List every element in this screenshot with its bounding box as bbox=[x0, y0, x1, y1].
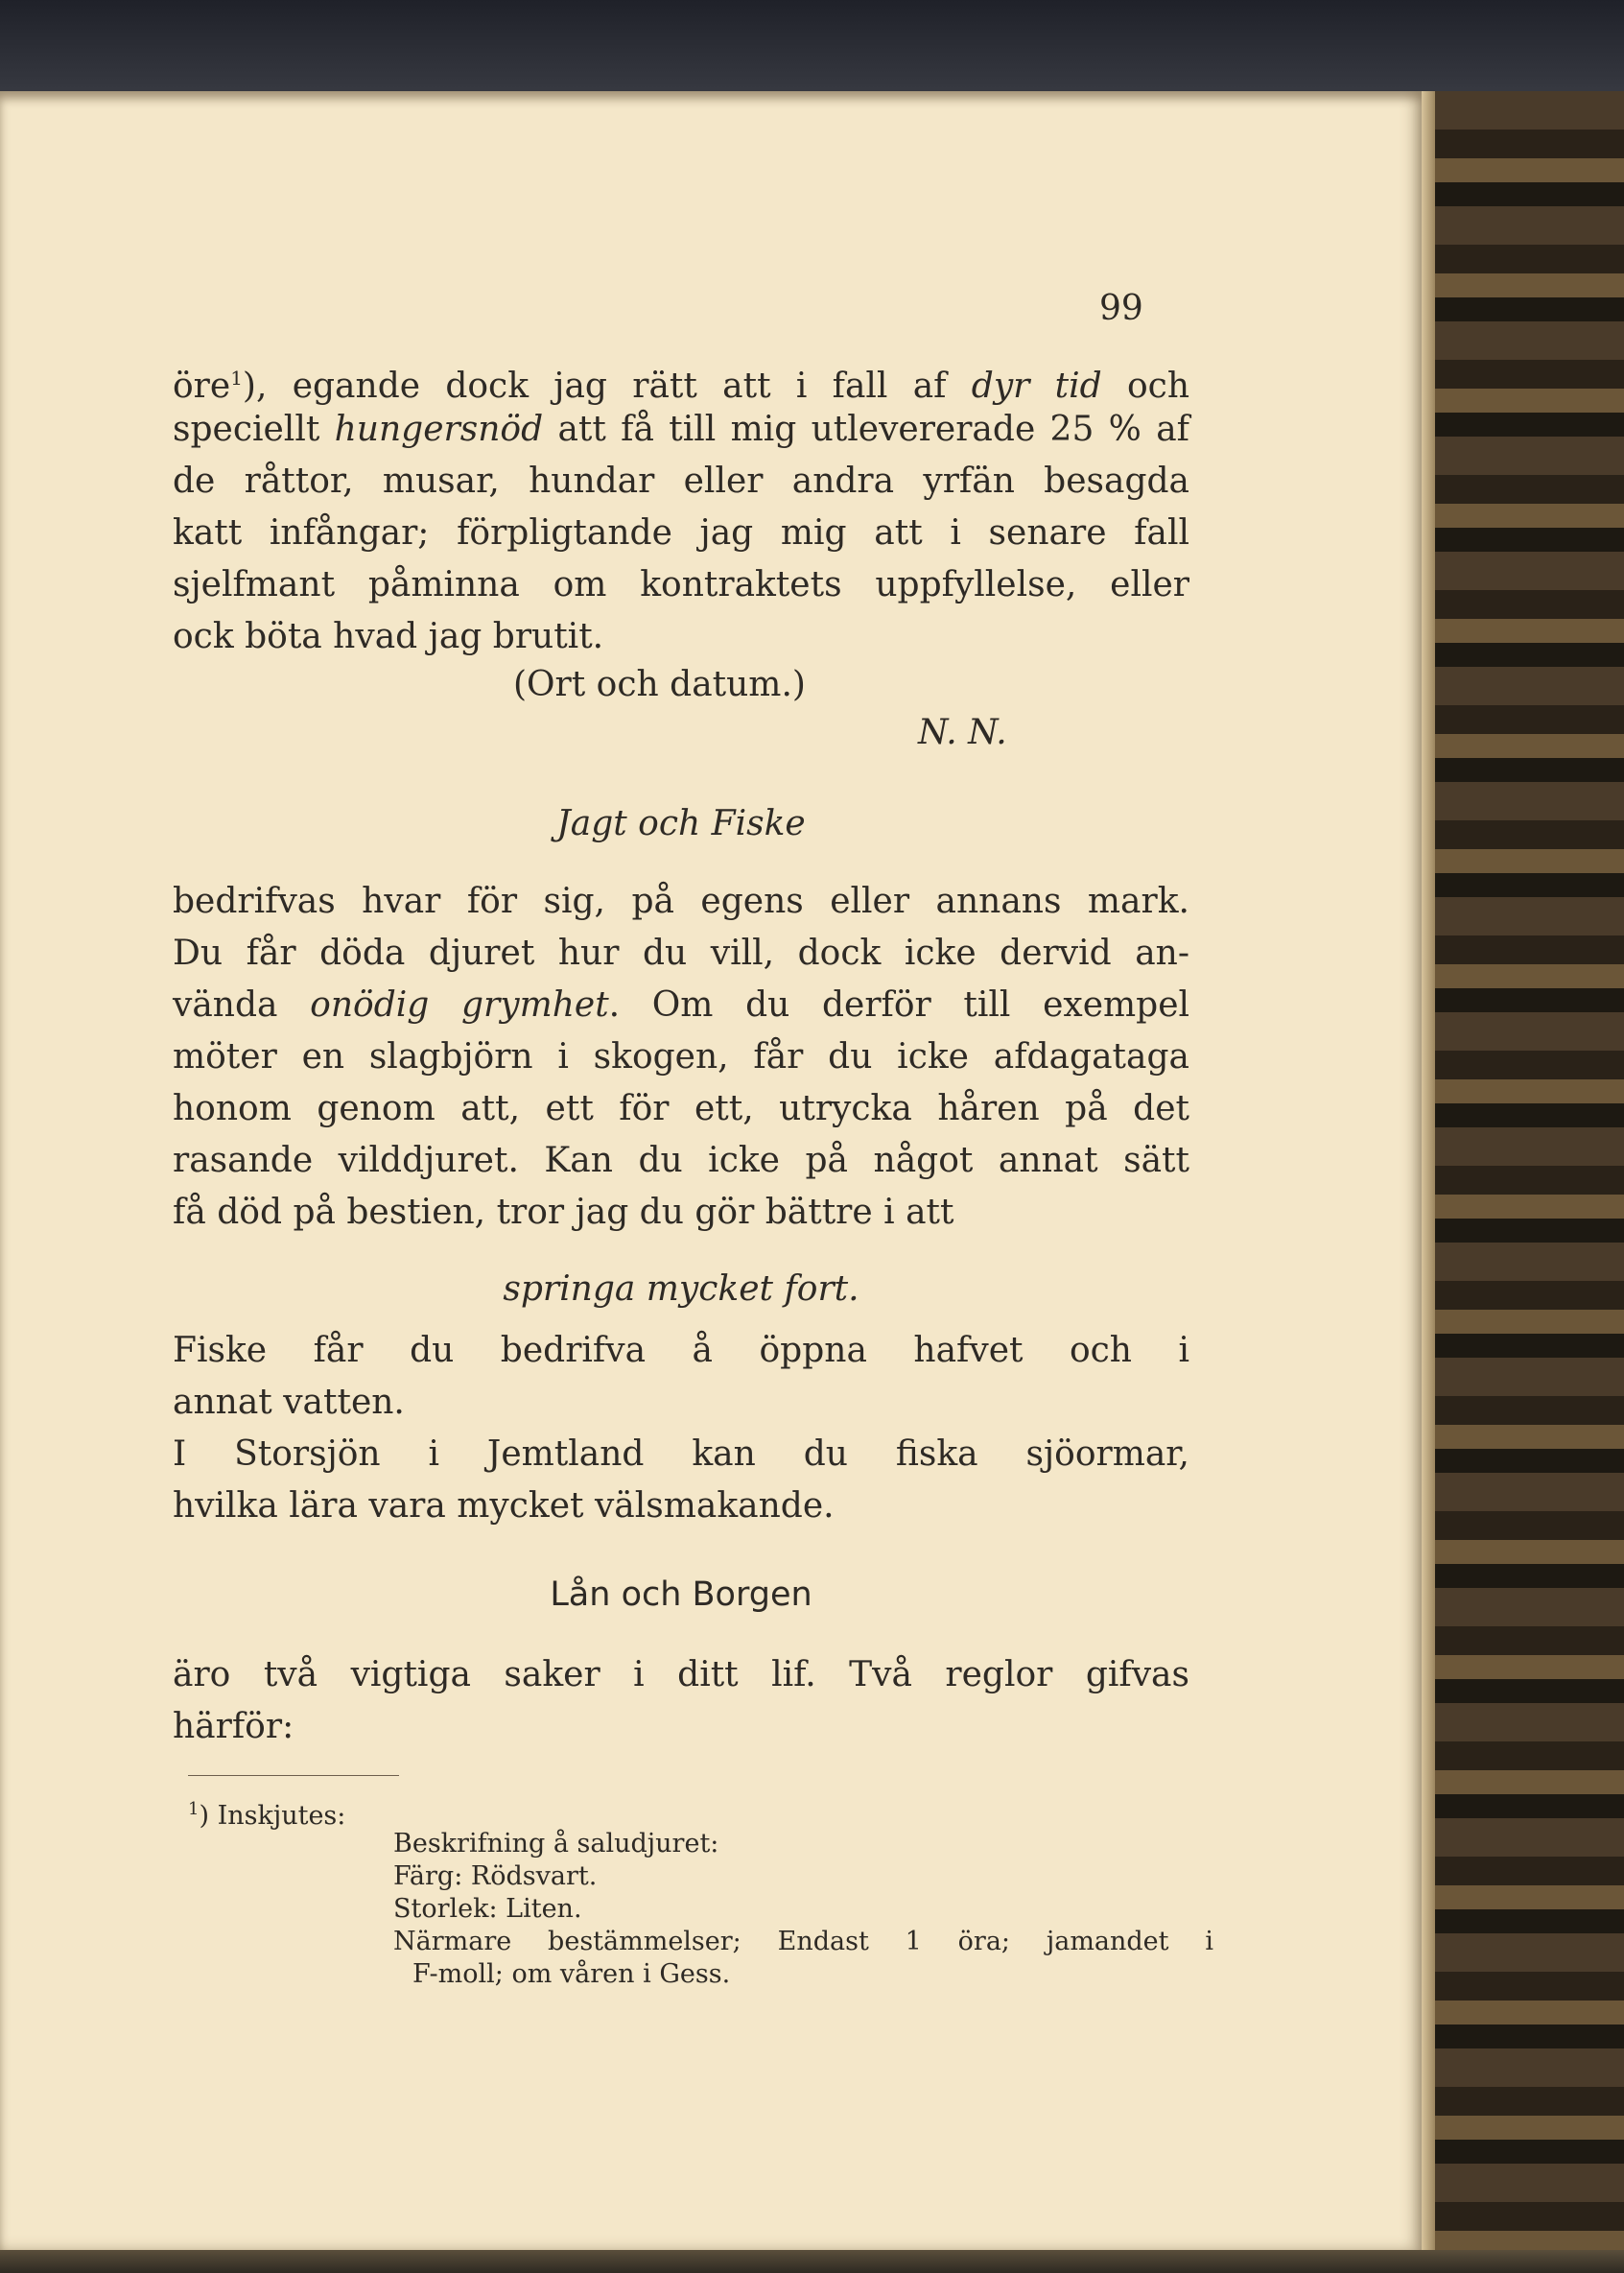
footnote-line: Beskrifning å saludjuret: bbox=[393, 1829, 719, 1859]
line-text: Fiske får du bedrifva å öppna hafvet och i bbox=[173, 1331, 1189, 1370]
line-text: honom genom att, ett för ett, utrycka håren på det bbox=[173, 1089, 1189, 1128]
paragraph-4-line-2: hvilka lära vara mycket välsmakande. bbox=[173, 1486, 835, 1526]
text-segment: ), egande dock jag rätt att i fall af bbox=[242, 367, 972, 406]
footnote-intro-text: ) Inskjutes: bbox=[199, 1801, 346, 1831]
footnote-intro bbox=[188, 1794, 345, 1832]
paragraph-1-line-1 bbox=[173, 355, 1189, 410]
line-text: möter en slagbjörn i skogen, får du icke afdagataga bbox=[173, 1037, 1189, 1077]
footnote-divider bbox=[188, 1775, 399, 1776]
page-edge bbox=[1422, 91, 1435, 2250]
signature: N. N. bbox=[918, 713, 1007, 752]
place-date: (Ort och datum.) bbox=[513, 665, 806, 704]
section-title-hunting: Jagt och Fiske bbox=[556, 804, 806, 843]
text-segment: speciellt bbox=[173, 410, 335, 449]
paragraph-2-line-4 bbox=[173, 1034, 1189, 1080]
text-segment: öre bbox=[173, 367, 231, 406]
italic-phrase: hungersnöd bbox=[334, 410, 544, 449]
footnote-line: Färg: Rödsvart. bbox=[393, 1861, 598, 1891]
paragraph-5-line-2: härför: bbox=[173, 1707, 294, 1746]
footnote-marker: 1 bbox=[188, 1799, 200, 1819]
scan-bottom-edge bbox=[0, 2250, 1624, 2273]
text-segment: vända bbox=[173, 985, 311, 1025]
paragraph-1-line-2 bbox=[173, 407, 1189, 453]
italic-phrase: dyr tid bbox=[971, 367, 1102, 406]
line-text: rasande vilddjuret. Kan du icke på något annat sätt bbox=[173, 1141, 1189, 1180]
line-text: I Storsjön i Jemtland kan du fiska sjöormar, bbox=[173, 1434, 1189, 1474]
line-text: katt infångar; förpligtande jag mig att i senare fall bbox=[173, 513, 1189, 553]
text-segment: . Om du derför till exempel bbox=[608, 985, 1190, 1025]
paragraph-1-line-3 bbox=[173, 459, 1189, 505]
paragraph-2-line-6 bbox=[173, 1138, 1189, 1184]
text-segment: att få till mig utlevererade 25 % af bbox=[543, 410, 1189, 449]
text-segment: och bbox=[1101, 367, 1190, 406]
footnote-ref: 1 bbox=[230, 367, 243, 390]
paragraph-4-line-1 bbox=[173, 1432, 1189, 1478]
paragraph-2-line-7: få död på bestien, tror jag du gör bättre i att bbox=[173, 1193, 954, 1232]
paragraph-2-line-2 bbox=[173, 931, 1189, 977]
footnote-line: Storlek: Liten. bbox=[393, 1894, 582, 1924]
paragraph-2-line-1 bbox=[173, 879, 1189, 925]
paragraph-2-line-3 bbox=[173, 983, 1189, 1029]
line-text: sjelfmant påminna om kontraktets uppfyllelse, eller bbox=[173, 565, 1189, 604]
footnote-line: Närmare bestämmelser; Endast 1 öra; jamandet i bbox=[393, 1927, 1213, 1956]
paragraph-1-line-4 bbox=[173, 510, 1189, 556]
paragraph-1-line-5 bbox=[173, 562, 1189, 608]
italic-phrase: onödig grymhet bbox=[310, 985, 609, 1025]
paragraph-5-line-1 bbox=[173, 1652, 1189, 1698]
line-text: bedrifvas hvar för sig, på egens eller annans mark. bbox=[173, 882, 1189, 921]
paragraph-2-line-5 bbox=[173, 1086, 1189, 1132]
emphasis-line: springa mycket fort. bbox=[503, 1269, 859, 1309]
paragraph-3-line-1 bbox=[173, 1328, 1189, 1374]
page-number: 99 bbox=[1099, 289, 1143, 328]
line-text: Du får döda djuret hur du vill, dock icke dervid an- bbox=[173, 934, 1189, 973]
line-text: äro två vigtiga saker i ditt lif. Två reglor gifvas bbox=[173, 1655, 1189, 1694]
paragraph-3-line-2: annat vatten. bbox=[173, 1383, 405, 1422]
book-spine bbox=[1420, 91, 1624, 2273]
section-title-loans: Lån och Borgen bbox=[550, 1575, 812, 1614]
footnote-line: F-moll; om våren i Gess. bbox=[412, 1959, 731, 1989]
scan-backdrop bbox=[0, 0, 1624, 106]
paragraph-1-line-6: ock böta hvad jag brutit. bbox=[173, 617, 604, 656]
line-text: de råttor, musar, hundar eller andra yrfän besagda bbox=[173, 462, 1189, 501]
